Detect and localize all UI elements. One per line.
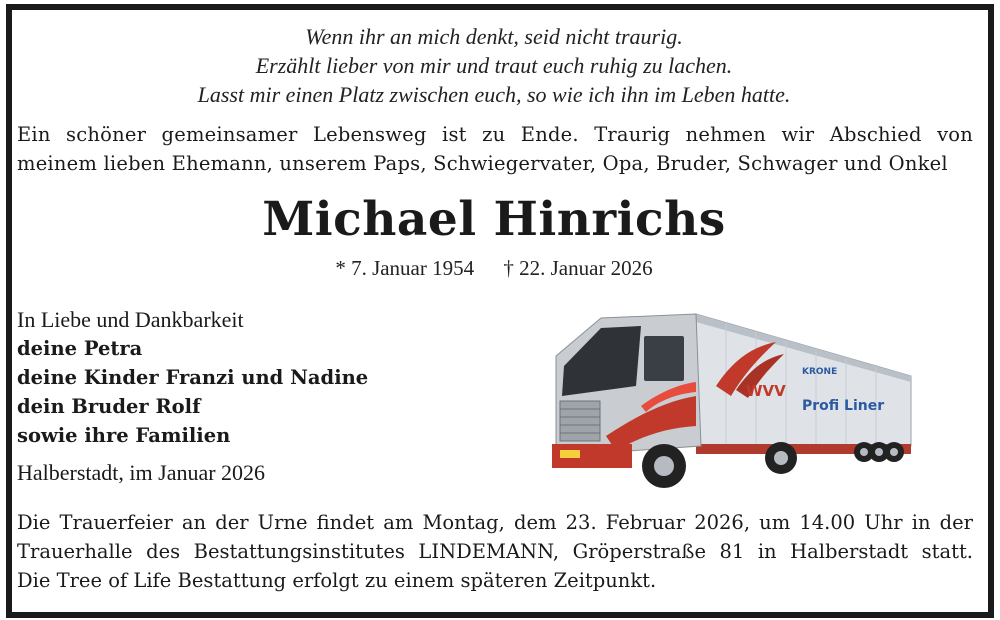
life-dates: [0, 256, 988, 281]
poem-line: Wenn ihr an mich denkt, seid nicht traurig.: [305, 24, 683, 49]
family-block: [17, 305, 368, 450]
family-greeting: In Liebe und Dankbarkeit: [17, 307, 244, 332]
family-member: sowie ihre Familien: [17, 424, 231, 447]
family-member: deine Kinder Franzi und Nadine: [17, 366, 369, 389]
family-member: deine Petra: [17, 337, 143, 360]
intro-line: meinem lieben Ehemann, unserem Paps, Schwiegervater, Opa, Bruder, Schwager und Onkel: [17, 152, 948, 175]
trailer-brand: KRONE: [802, 367, 838, 377]
trailer-text: Profi Liner: [802, 398, 885, 414]
poem-line: Lasst mir einen Platz zwischen euch, so wie ich ihn im Leben hatte.: [197, 82, 791, 107]
service-line: Die Trauerfeier an der Urne findet am Montag, dem 23. Februar 2026, um 14.00 Uhr in der: [17, 511, 973, 534]
intro-text: [17, 120, 973, 178]
service-line: Die Tree of Life Bestattung erfolgt zu einem späteren Zeitpunkt.: [17, 569, 657, 592]
intro-line: Ein schöner gemeinsamer Lebensweg ist zu Ende. Traurig nehmen wir Abschied von: [17, 123, 973, 146]
trailer-logo: WVV: [746, 382, 786, 400]
family-member: dein Bruder Rolf: [17, 395, 201, 418]
death-date: † 22. Januar 2026: [503, 256, 653, 280]
place-date: Halberstadt, im Januar 2026: [17, 460, 266, 485]
poem: [0, 22, 988, 109]
deceased-name: Michael Hinrichs: [262, 192, 726, 247]
birth-date: * 7. Januar 1954: [335, 256, 475, 280]
poem-line: Erzählt lieber von mir und traut euch ruhig zu lachen.: [255, 53, 733, 78]
service-info: [17, 508, 973, 595]
truck-image: [546, 306, 916, 498]
service-line: Trauerhalle des Bestattungsinstitutes LINDEMANN, Gröperstraße 81 in Halberstadt statt.: [17, 540, 973, 563]
